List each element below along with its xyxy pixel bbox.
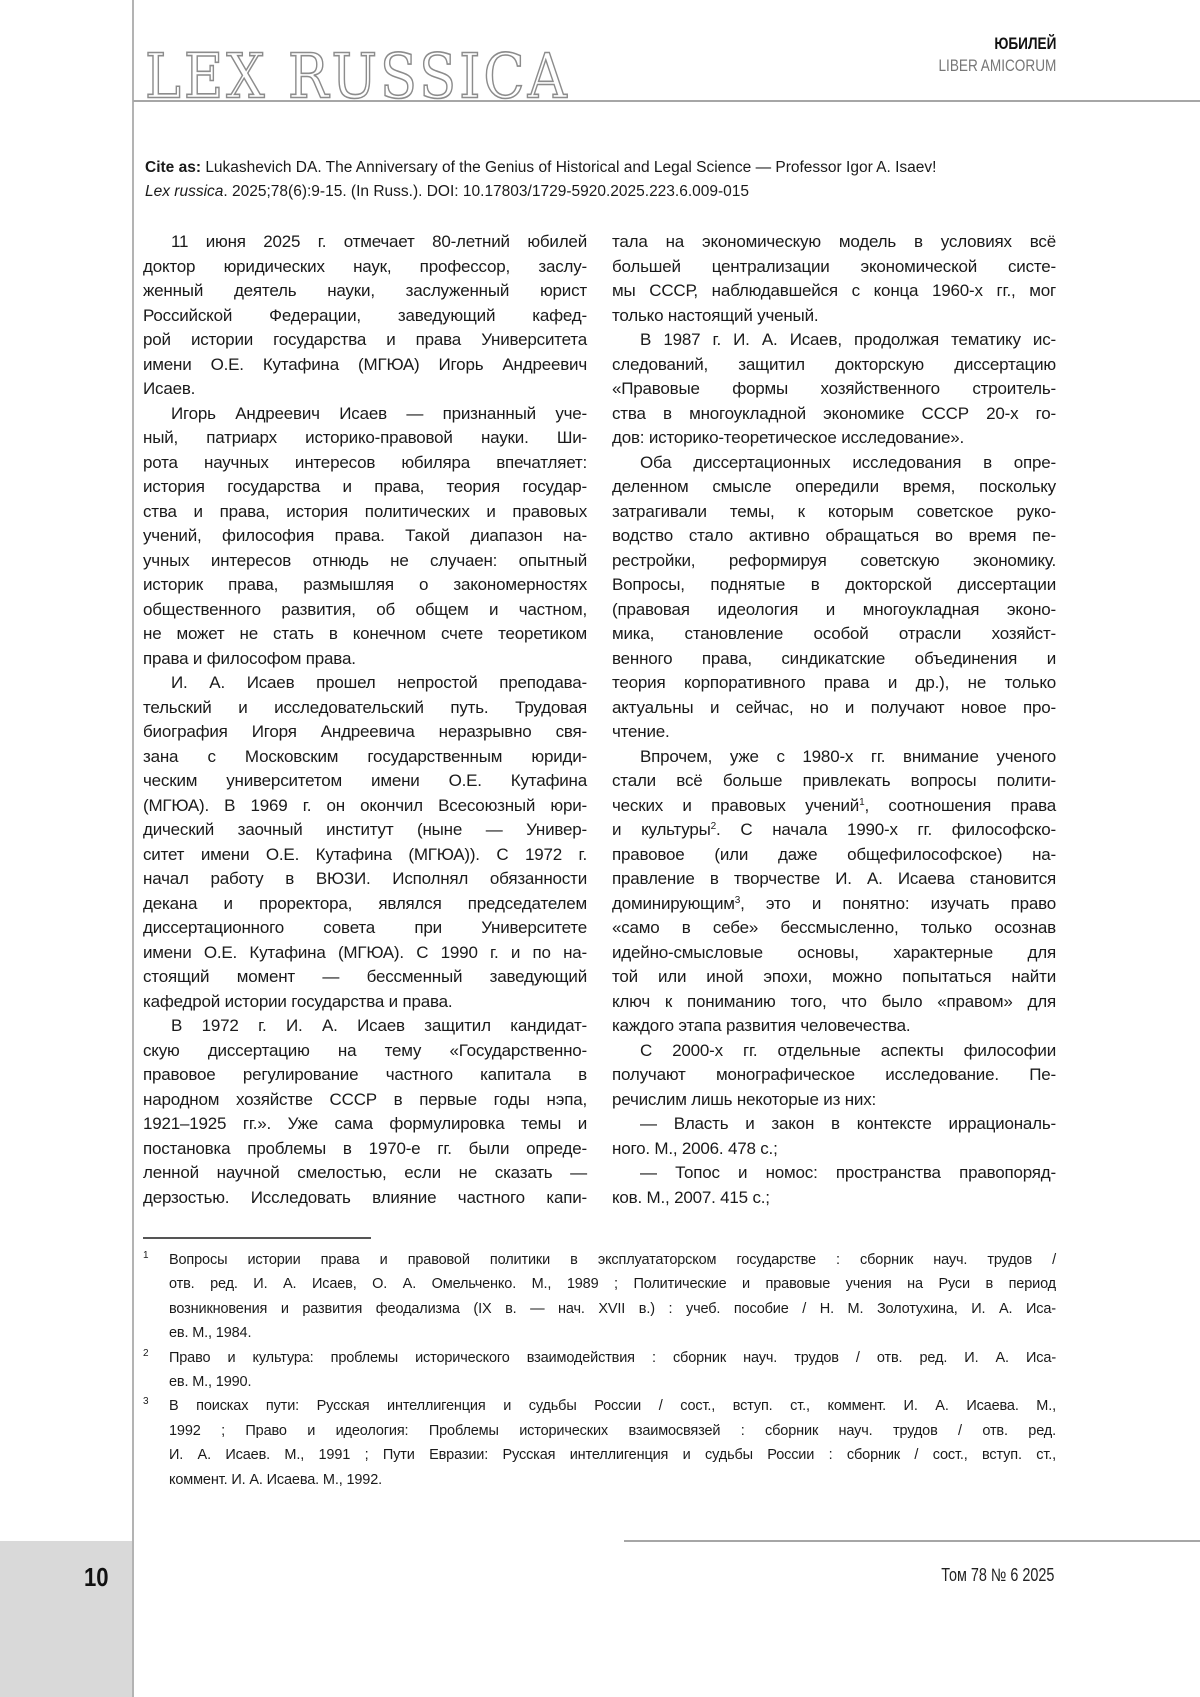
text-line: начал работу в ВЮЗИ. Исполнял обязанности	[143, 867, 587, 892]
text-line: имени О.Е. Кутафина (МГЮА). С 1990 г. и по на-	[143, 941, 587, 966]
text-line: (правовая идеология и многоукладная эконо-	[612, 598, 1056, 623]
text-line: декана и проректора, являлся председателем	[143, 892, 587, 917]
text-line: Исаев.	[143, 377, 587, 402]
footnote-line: В поисках пути: Русская интеллигенция и судьбы России / сост., вступ. ст., коммент. И. А. Исаева. М.,	[169, 1394, 1056, 1418]
text-line: учений, философия права. Такой диапазон на-	[143, 524, 587, 549]
page-number: 10	[84, 1562, 109, 1593]
text-line: постановка проблемы в 1970-е гг. были опреде-	[143, 1137, 587, 1162]
text-line: рой истории государства и права Университета	[143, 328, 587, 353]
rubric-subtitle: LIBER AMICORUM	[938, 55, 1056, 77]
text-line: доктор юридических наук, профессор, заслу-	[143, 255, 587, 280]
citation-line-1	[145, 156, 1057, 180]
paragraph	[612, 230, 1056, 328]
text-line: биография Игоря Андреевича неразрывно свя-	[143, 720, 587, 745]
footnote-line: 1992 ; Право и идеология: Проблемы исторических взаимосвязей : сборник науч. трудов / отв. ред.	[169, 1419, 1056, 1443]
paragraph	[612, 1112, 1056, 1161]
paragraph	[612, 1161, 1056, 1210]
body-column-right	[612, 230, 1056, 1210]
footnote-line: И. А. Исаев. М., 1991 ; Пути Евразии: Русская интеллигенция и судьбы России : сборник / сост., вступ. ст.,	[169, 1443, 1056, 1467]
issue-info: Том 78 № 6 2025	[941, 1565, 1054, 1586]
text-line: той или иной эпохи, можно попытаться найти	[612, 965, 1056, 990]
text-line: мы СССР, наблюдавшейся с конца 1960-х гг., мог	[612, 279, 1056, 304]
text-line: скую диссертацию на тему «Государственно-	[143, 1039, 587, 1064]
text-line: не может не стать в конечном счете теоретиком	[143, 622, 587, 647]
text-line: водство стало активно обращаться во время пе-	[612, 524, 1056, 549]
citation-line-2	[145, 180, 1057, 204]
text-line: ства и права, история политических и правовых	[143, 500, 587, 525]
footnote-line: ев. М., 1990.	[169, 1370, 1056, 1394]
body-column-left	[143, 230, 587, 1210]
footnote-line: ев. М., 1984.	[169, 1321, 1056, 1345]
text-line: доминирующим3, это и понятно: изучать право	[612, 892, 1056, 917]
text-line: получают монографическое исследование. Пе-	[612, 1063, 1056, 1088]
footnote-ref[interactable]: 3	[735, 895, 740, 906]
text-line: венного права, синдикатские объединения и	[612, 647, 1056, 672]
page-number-block	[0, 1541, 132, 1697]
paragraph	[612, 1039, 1056, 1113]
paragraph	[143, 1014, 587, 1210]
paragraph	[143, 671, 587, 1014]
text-line: — Топос и номос: пространства правопоряд-	[612, 1161, 1056, 1186]
citation-journal: Lex russica	[145, 183, 223, 200]
text-line: дический заочный институт (ныне — Универ-	[143, 818, 587, 843]
text-line: 1921–1925 гг.». Уже сама формулировка темы и	[143, 1112, 587, 1137]
text-line: рестройки, реформируя советскую экономику.	[612, 549, 1056, 574]
text-line: дерзостью. Исследовать влияние частного капи-	[143, 1186, 587, 1211]
footnote-number: 2	[143, 1342, 148, 1366]
text-line: теория корпоративного права и др.), не только	[612, 671, 1056, 696]
paragraph	[143, 402, 587, 672]
footnote-number: 3	[143, 1390, 148, 1414]
header-divider	[133, 100, 1200, 102]
paragraph	[612, 745, 1056, 1039]
text-line: актуальны и сейчас, но и получают новое про-	[612, 696, 1056, 721]
text-line: мика, становление особой отрасли хозяйст-	[612, 622, 1056, 647]
citation	[145, 156, 1057, 204]
text-line: стали всё больше привлекать вопросы полити-	[612, 769, 1056, 794]
text-line: Игорь Андреевич Исаев — признанный уче-	[143, 402, 587, 427]
text-line: женный деятель науки, заслуженный юрист	[143, 279, 587, 304]
text-line: рота научных интересов юбиляра впечатляет:	[143, 451, 587, 476]
text-line: — Власть и закон в контексте иррациональ-	[612, 1112, 1056, 1137]
footnotes	[143, 1248, 1056, 1492]
text-line: С 2000-х гг. отдельные аспекты философии	[612, 1039, 1056, 1064]
text-line: Оба диссертационных исследования в опре-	[612, 451, 1056, 476]
citation-text: Lukashevich DA. The Anniversary of the Genius of Historical and Legal Science — Professor Igor A. Isaev!	[205, 159, 936, 176]
text-line: В 1987 г. И. А. Исаев, продолжая тематику ис-	[612, 328, 1056, 353]
text-line: ный, патриарх историко-правовой науки. Ши-	[143, 426, 587, 451]
footnote-divider	[143, 1237, 371, 1239]
text-line: учных интересов отнюдь не случаен: опытный	[143, 549, 587, 574]
text-line: «Правовые формы хозяйственного строитель-	[612, 377, 1056, 402]
text-line: права и философом права.	[143, 647, 587, 672]
text-line: кафедрой истории государства и права.	[143, 990, 587, 1015]
footnote-line: Вопросы истории права и правовой политики в эксплуататорском государстве : сборник науч. трудов /	[169, 1248, 1056, 1272]
text-line: чтение.	[612, 720, 1056, 745]
text-line: диссертационного совета при Университете	[143, 916, 587, 941]
text-line: Впрочем, уже с 1980-х гг. внимание ученого	[612, 745, 1056, 770]
text-line: дов: историко-теоретическое исследование».	[612, 426, 1056, 451]
text-line: речислим лишь некоторые из них:	[612, 1088, 1056, 1113]
paragraph	[143, 230, 587, 402]
text-line: Вопросы, поднятые в докторской диссертации	[612, 573, 1056, 598]
text-line: и культуры2. С начала 1990-х гг. философско-	[612, 818, 1056, 843]
text-line: ключ к пониманию того, что было «правом» для	[612, 990, 1056, 1015]
footnote-ref[interactable]: 1	[859, 797, 864, 808]
text-line: ческим университетом имени О.Е. Кутафина	[143, 769, 587, 794]
paragraph	[612, 328, 1056, 451]
text-line: общественного развития, об общем и частном,	[143, 598, 587, 623]
text-line: каждого этапа развития человечества.	[612, 1014, 1056, 1039]
text-line: (МГЮА). В 1969 г. он окончил Всесоюзный юри-	[143, 794, 587, 819]
footnote-line: возникновения и развития феодализма (IX в. — нач. XVII в.) : учеб. пособие / Н. М. Золотухина, И. А. Иса-	[169, 1297, 1056, 1321]
text-line: 11 июня 2025 г. отмечает 80-летний юбилей	[143, 230, 587, 255]
text-line: И. А. Исаев прошел непростой преподава-	[143, 671, 587, 696]
footnote	[143, 1394, 1056, 1492]
text-line: ков. М., 2007. 415 с.;	[612, 1186, 1056, 1211]
footer-divider	[624, 1540, 1200, 1542]
footnote-number: 1	[143, 1244, 148, 1268]
text-line: правовое регулирование частного капитала в	[143, 1063, 587, 1088]
text-line: ситет имени О.Е. Кутафина (МГЮА)). С 1972 г.	[143, 843, 587, 868]
citation-details: . 2025;78(6):9-15. (In Russ.). DOI: 10.17803/1729-5920.2025.223.6.009-015	[223, 183, 749, 200]
text-line: зана с Московским государственным юриди-	[143, 745, 587, 770]
text-line: следований, защитил докторскую диссертацию	[612, 353, 1056, 378]
text-line: «само в себе» бессмысленно, только осознав	[612, 916, 1056, 941]
footnote-line: коммент. И. А. Исаева. М., 1992.	[169, 1468, 1056, 1492]
text-line: имени О.Е. Кутафина (МГЮА) Игорь Андреевич	[143, 353, 587, 378]
text-line: тала на экономическую модель в условиях всё	[612, 230, 1056, 255]
text-line: стоящий момент — бессменный заведующий	[143, 965, 587, 990]
text-line: тельский и исследовательский путь. Трудовая	[143, 696, 587, 721]
footnote-ref[interactable]: 2	[711, 821, 716, 832]
text-line: Российской Федерации, заведующий кафед-	[143, 304, 587, 329]
text-line: затрагивали темы, к которым советское руко-	[612, 500, 1056, 525]
section-rubric	[938, 33, 1056, 77]
paragraph	[612, 451, 1056, 745]
rubric-title: ЮБИЛЕЙ	[938, 33, 1056, 55]
text-line: идейно-смысловые основы, характерные для	[612, 941, 1056, 966]
text-line: ческих и правовых учений1, соотношения права	[612, 794, 1056, 819]
text-line: деленном смысле опередили время, поскольку	[612, 475, 1056, 500]
text-line: ства в многоукладной экономике СССР 20-х го-	[612, 402, 1056, 427]
journal-logo: LEX RUSSICA	[145, 40, 570, 112]
text-line: правовое (или даже общефилософское) на-	[612, 843, 1056, 868]
footnote-line: Право и культура: проблемы исторического взаимодействия : сборник науч. трудов / отв. ред. И. А. Иса-	[169, 1346, 1056, 1370]
margin-rule	[132, 0, 134, 1697]
text-line: ленной научной смелостью, если не сказать —	[143, 1161, 587, 1186]
text-line: В 1972 г. И. А. Исаев защитил кандидат-	[143, 1014, 587, 1039]
text-line: правление в творчестве И. А. Исаева становится	[612, 867, 1056, 892]
text-line: народном хозяйстве СССР в первые годы нэпа,	[143, 1088, 587, 1113]
text-line: большей централизации экономической систе-	[612, 255, 1056, 280]
footnote-line: отв. ред. И. А. Исаев, О. А. Омельченко. М., 1989 ; Политические и правовые учения на Руси в период	[169, 1272, 1056, 1296]
text-line: ного. М., 2006. 478 с.;	[612, 1137, 1056, 1162]
footnote	[143, 1248, 1056, 1346]
text-line: история государства и права, теория государ-	[143, 475, 587, 500]
text-line: только настоящий ученый.	[612, 304, 1056, 329]
citation-label: Cite as:	[145, 159, 201, 176]
footnote	[143, 1346, 1056, 1395]
text-line: историк права, размышляя о закономерностях	[143, 573, 587, 598]
